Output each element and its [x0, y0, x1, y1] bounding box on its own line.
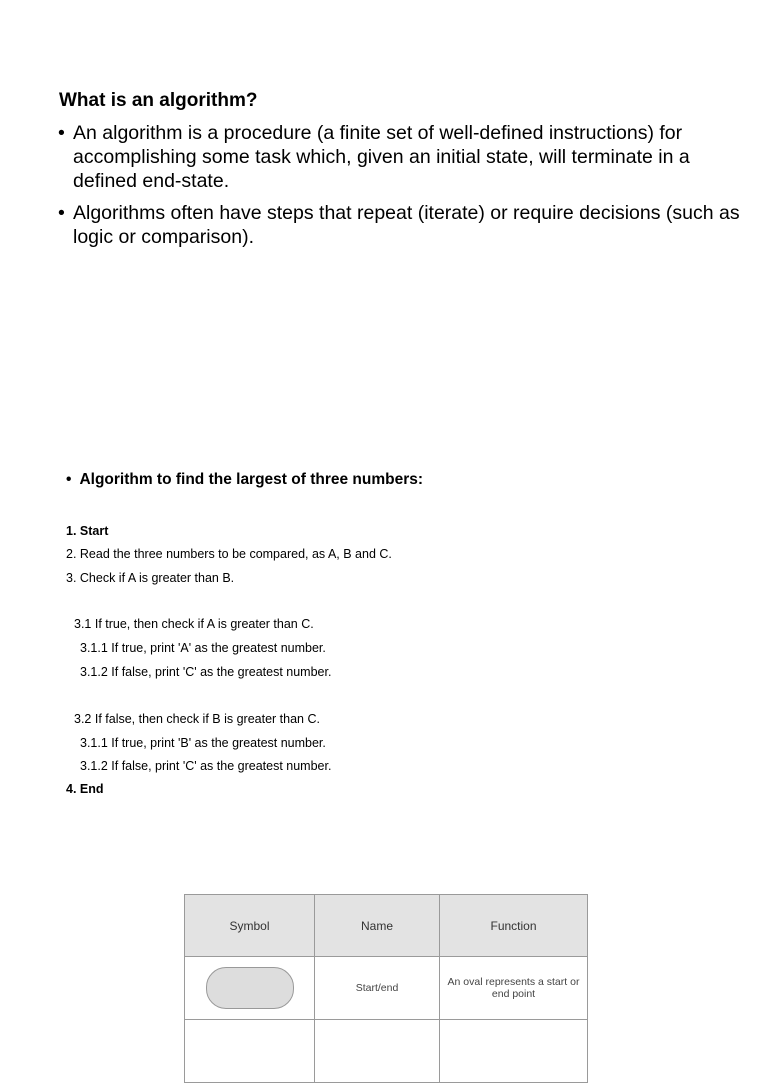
step-line: 3.1.1 If true, print 'B' as the greatest number. — [80, 736, 326, 750]
table-row — [185, 1020, 588, 1083]
bullet-icon: • — [58, 122, 65, 144]
algorithm-title-text: Algorithm to find the largest of three numbers: — [79, 471, 424, 488]
list-item — [58, 121, 748, 193]
algorithm-title — [66, 470, 423, 490]
name-cell: Start/end — [315, 957, 440, 1020]
step-line: 3.1.2 If false, print 'C' as the greatest number. — [80, 759, 332, 773]
step-line: 3.1.1 If true, print 'A' as the greatest number. — [80, 641, 326, 655]
definition-list — [58, 121, 748, 257]
list-item — [58, 201, 748, 249]
step-line: 4. End — [66, 782, 104, 796]
step-line: 3.1 If true, then check if A is greater than C. — [74, 617, 314, 631]
step-line: 1. Start — [66, 524, 109, 538]
flowchart-symbol-table — [184, 894, 588, 1083]
oval-shape-icon — [206, 967, 294, 1009]
column-header-name: Name — [315, 895, 440, 957]
step-line: 3. Check if A is greater than B. — [66, 571, 235, 585]
bullet-icon: • — [66, 471, 72, 488]
column-header-symbol: Symbol — [185, 895, 315, 957]
column-header-function: Function — [440, 895, 588, 957]
page-title: What is an algorithm? — [59, 90, 258, 111]
table-row — [185, 957, 588, 1020]
symbol-cell — [185, 957, 315, 1020]
step-line: 3.1.2 If false, print 'C' as the greatest number. — [80, 665, 332, 679]
table-header-row — [185, 895, 588, 957]
function-cell: An oval represents a start or end point — [440, 957, 588, 1020]
list-item-text: Algorithms often have steps that repeat (iterate) or require decisions (such as logic or comparison). — [73, 202, 740, 248]
bullet-icon: • — [58, 202, 65, 224]
step-line: 2. Read the three numbers to be compared, as A, B and C. — [66, 547, 392, 561]
step-line: 3.2 If false, then check if B is greater than C. — [74, 712, 320, 726]
list-item-text: An algorithm is a procedure (a finite set of well-defined instructions) for accomplishing some task which, given an initial state, will terminate in a defined end-state. — [73, 122, 690, 192]
